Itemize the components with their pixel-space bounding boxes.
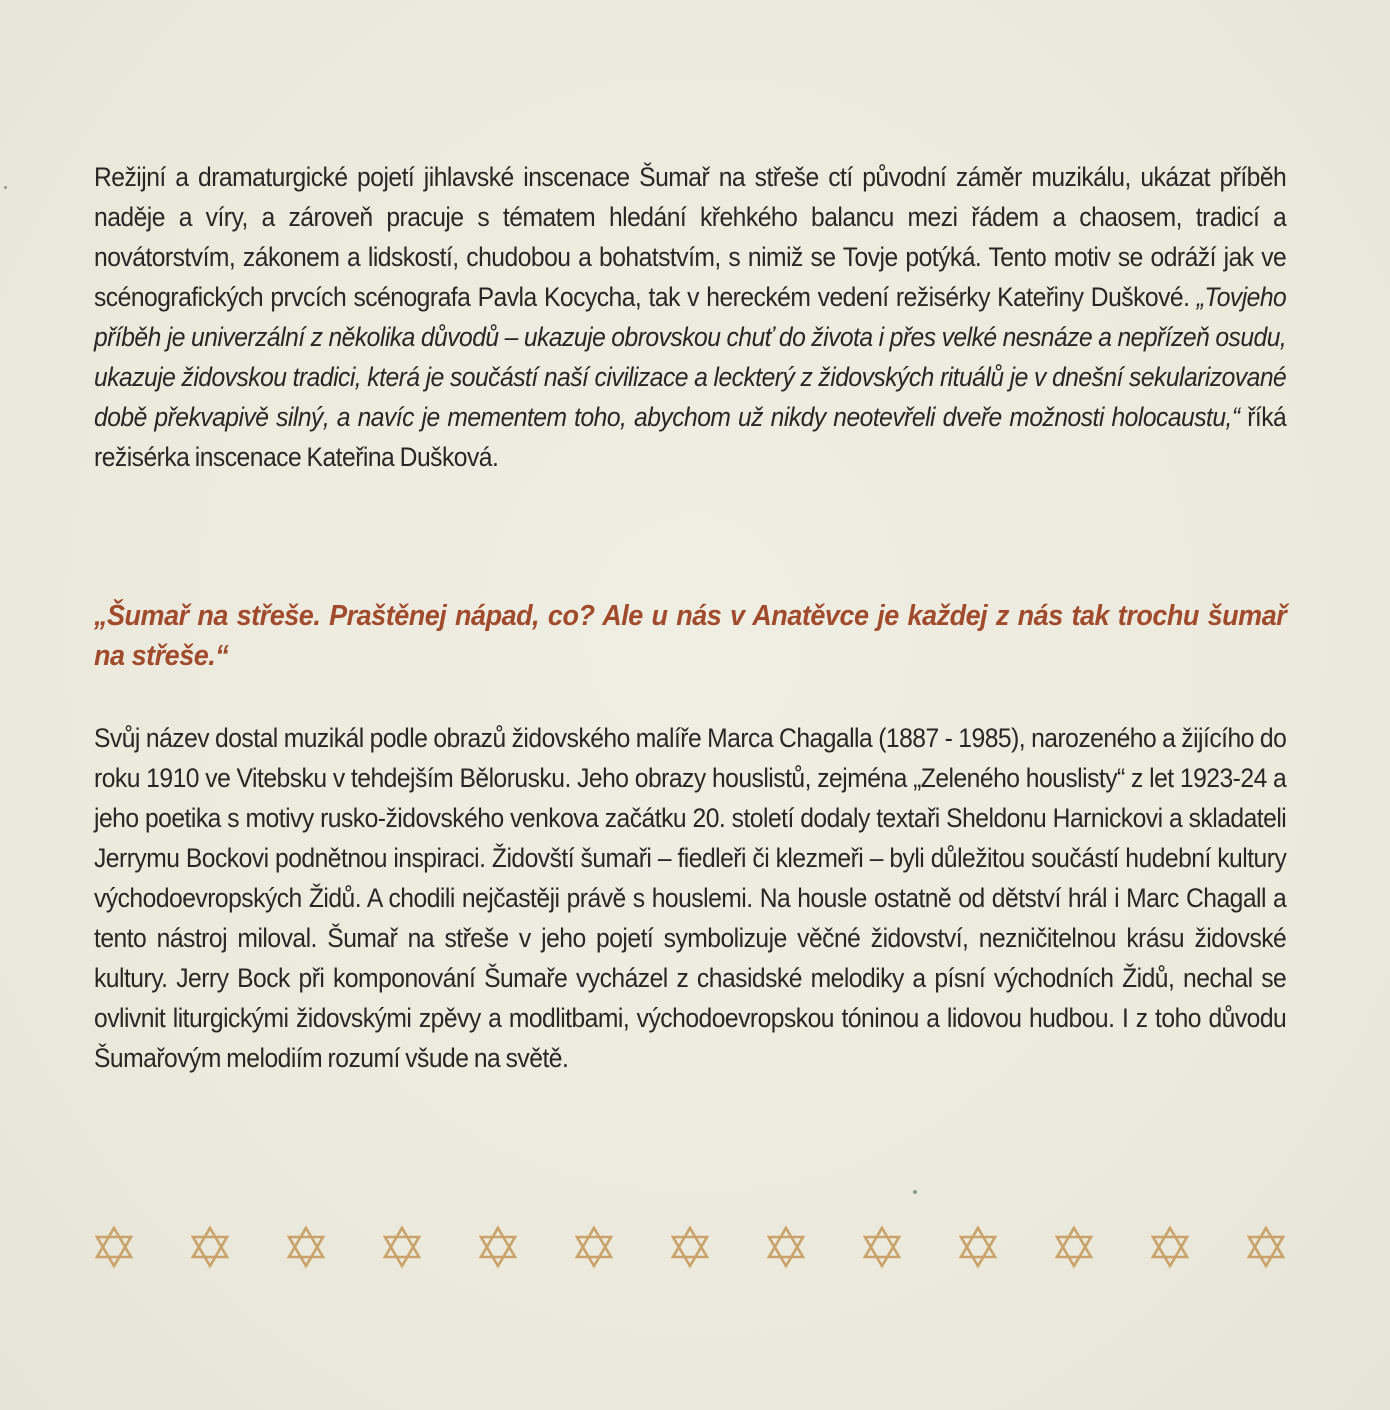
star-of-david-icon: [382, 1225, 422, 1269]
star-of-david-icon: [190, 1225, 230, 1269]
director-quote: „Tovjeho příběh je univerzální z několika důvodů – ukazuje obrovskou chuť do života i přes velké nesnáze a nepřízeň osudu, ukazuje židovskou tradici, která je součástí naší civilizace a leckterý z židovských rituálů je v dnešní sekularizované době překvapivě silný, a navíc je mementem toho, abychom už nikdy neotevřeli dveře možnosti holocaustu,“: [94, 282, 1287, 432]
paper-speck: [913, 1190, 917, 1194]
star-ornament-row: [94, 1222, 1286, 1272]
history-paragraph: Svůj název dostal muzikál podle obrazů židovského malíře Marca Chagalla (1887 - 1985), narozeného a žijícího do roku 1910 ve Vitebsku v tehdejším Bělorusku. Jeho obrazy houslistů, zejména „Zeleného houslisty“ z let 1923-24 a jeho poetika s motivy rusko-židovského venkova začátku 20. století dodaly textaři Sheldonu Harnickovi a skladateli Jerrymu Bockovi podnětnou inspiraci. Židovští šumaři – fiedleři či klezmeři – byli důležitou součástí hudební kultury východoevropských Židů. A chodili nejčastěji právě s houslemi. Na housle ostatně od dětství hrál i Marc Chagall a tento nástroj miloval. Šumař na střeše v jeho pojetí symbolizuje věčné židovství, nezničitelnou krásu židovské kultury. Jerry Bock při komponování Šumaře vycházel z chasidské melodiky a písní východních Židů, nechal se ovlivnit liturgickými židovskými zpěvy a modlitbami, východoevropskou tóninou a lidovou hudbou. I z toho důvodu Šumařovým melodiím rozumí všude na světě.: [94, 723, 1287, 1073]
paper-speck: [4, 186, 7, 189]
star-of-david-icon: [862, 1225, 902, 1269]
star-of-david-icon: [958, 1225, 998, 1269]
star-of-david-icon: [1150, 1225, 1190, 1269]
intro-paragraph: [94, 157, 1286, 477]
star-of-david-icon: [286, 1225, 326, 1269]
intro-tail-text: říká režisérka inscenace Kateřina Dušková.: [94, 402, 1287, 472]
star-of-david-icon: [670, 1225, 710, 1269]
intro-lead-text: Režijní a dramaturgické pojetí jihlavské inscenace Šumař na střeše ctí původní záměr muzikálu, ukázat příběh naděje a víry, a zároveň pracuje s tématem hledání křehkého balancu mezi řádem a chaosem, tradicí a novátorstvím, zákonem a lidskostí, chudobou a bohatstvím, s nimiž se Tovje potýká. Tento motiv se odráží jak ve scénografických prvcích scénografa Pavla Kocycha, tak v hereckém vedení režisérky Kateřiny Duškové.: [94, 162, 1287, 312]
star-of-david-icon: [1246, 1225, 1286, 1269]
pull-quote: „Šumař na střeše. Praštěnej nápad, co? Ale u nás v Anatěvce je každej z nás tak trochu šumař na střeše.“: [94, 600, 1287, 672]
star-of-david-icon: [478, 1225, 518, 1269]
star-of-david-icon: [766, 1225, 806, 1269]
star-of-david-icon: [1054, 1225, 1094, 1269]
star-of-david-icon: [94, 1225, 134, 1269]
star-of-david-icon: [574, 1225, 614, 1269]
